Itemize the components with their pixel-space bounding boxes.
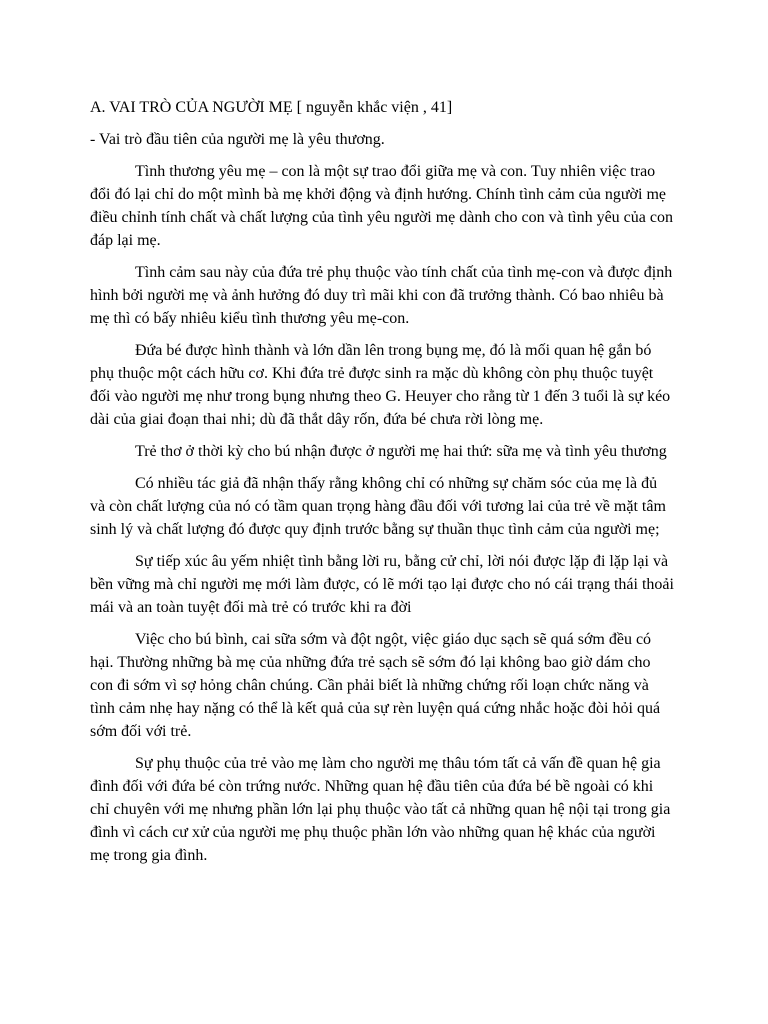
paragraph: Sự tiếp xúc âu yếm nhiệt tình bằng lời ru, bằng cử chỉ, lời nói được lặp đi lặp lại và bền vững mà chỉ người mẹ mới làm được, có lẽ mới tạo lại được cho nó cái trạng thái thoải mái và an toàn tuyệt đối mà trẻ có trước khi ra đời <box>90 553 674 616</box>
paragraph: Tình cảm sau này của đứa trẻ phụ thuộc vào tính chất của tình mẹ-con và được định hình bởi người mẹ và ảnh hưởng đó duy trì mãi khi con đã trưởng thành. Có bao nhiêu bà mẹ thì có bấy nhiêu kiểu tình thương yêu mẹ-con. <box>90 264 673 327</box>
paragraph: Việc cho bú bình, cai sữa sớm và đột ngột, việc giáo dục sạch sẽ quá sớm đều có hại. Thường những bà mẹ của những đứa trẻ sạch sẽ sớm đó lại không bao giờ dám cho con đi sớm vì sợ hỏng chân chúng. Cần phải biết là những chứng rối loạn chức năng và tình cảm nhẹ hay nặng có thể là kết quả của sự rèn luyện quá cứng nhắc hoặc đòi hỏi quá sớm đối với trẻ. <box>90 631 661 740</box>
paragraph: Tình thương yêu mẹ – con là một sự trao đổi giữa mẹ và con. Tuy nhiên việc trao đổi đó lại chỉ do một mình bà mẹ khởi động và định hướng. Chính tình cảm của người mẹ điều chỉnh tính chất và chất lượng của tình yêu người mẹ dành cho con và tình yêu của con đáp lại mẹ. <box>90 163 673 249</box>
lead-line: - Vai trò đầu tiên của người mẹ là yêu thương. <box>90 131 385 148</box>
paragraph: Trẻ thơ ở thời kỳ cho bú nhận được ở người mẹ hai thứ: sữa mẹ và tình yêu thương <box>135 443 667 460</box>
section-heading: A. VAI TRÒ CỦA NGƯỜI MẸ [ nguyễn khắc viện , 41] <box>90 99 453 116</box>
paragraph: Sự phụ thuộc của trẻ vào mẹ làm cho người mẹ thâu tóm tất cả vấn đề quan hệ gia đình đối với đứa bé còn trứng nước. Những quan hệ đầu tiên của đứa bé bề ngoài có khi chỉ chuyên với mẹ nhưng phần lớn lại phụ thuộc vào tất cả những quan hệ nội tại trong gia đình vì cách cư xử của người mẹ phụ thuộc phần lớn vào những quan hệ khác của người mẹ trong gia đình. <box>90 755 671 864</box>
document-page <box>90 96 675 876</box>
paragraph: Có nhiều tác giả đã nhận thấy rằng không chỉ có những sự chăm sóc của mẹ là đủ và còn chất lượng của nó có tầm quan trọng hàng đầu đối với tương lai của trẻ về mặt tâm sinh lý và chất lượng đó được quy định trước bằng sự thuần thục tình cảm của người mẹ; <box>90 475 666 538</box>
paragraph: Đứa bé được hình thành và lớn dần lên trong bụng mẹ, đó là mối quan hệ gắn bó phụ thuộc một cách hữu cơ. Khi đứa trẻ được sinh ra mặc dù không còn phụ thuộc tuyệt đối vào người mẹ như trong bụng nhưng theo G. Heuyer cho rằng từ 1 đến 3 tuổi là sự kéo dài của giai đoạn thai nhi; dù đã thắt dây rốn, đứa bé chưa rời lòng mẹ. <box>90 342 671 428</box>
